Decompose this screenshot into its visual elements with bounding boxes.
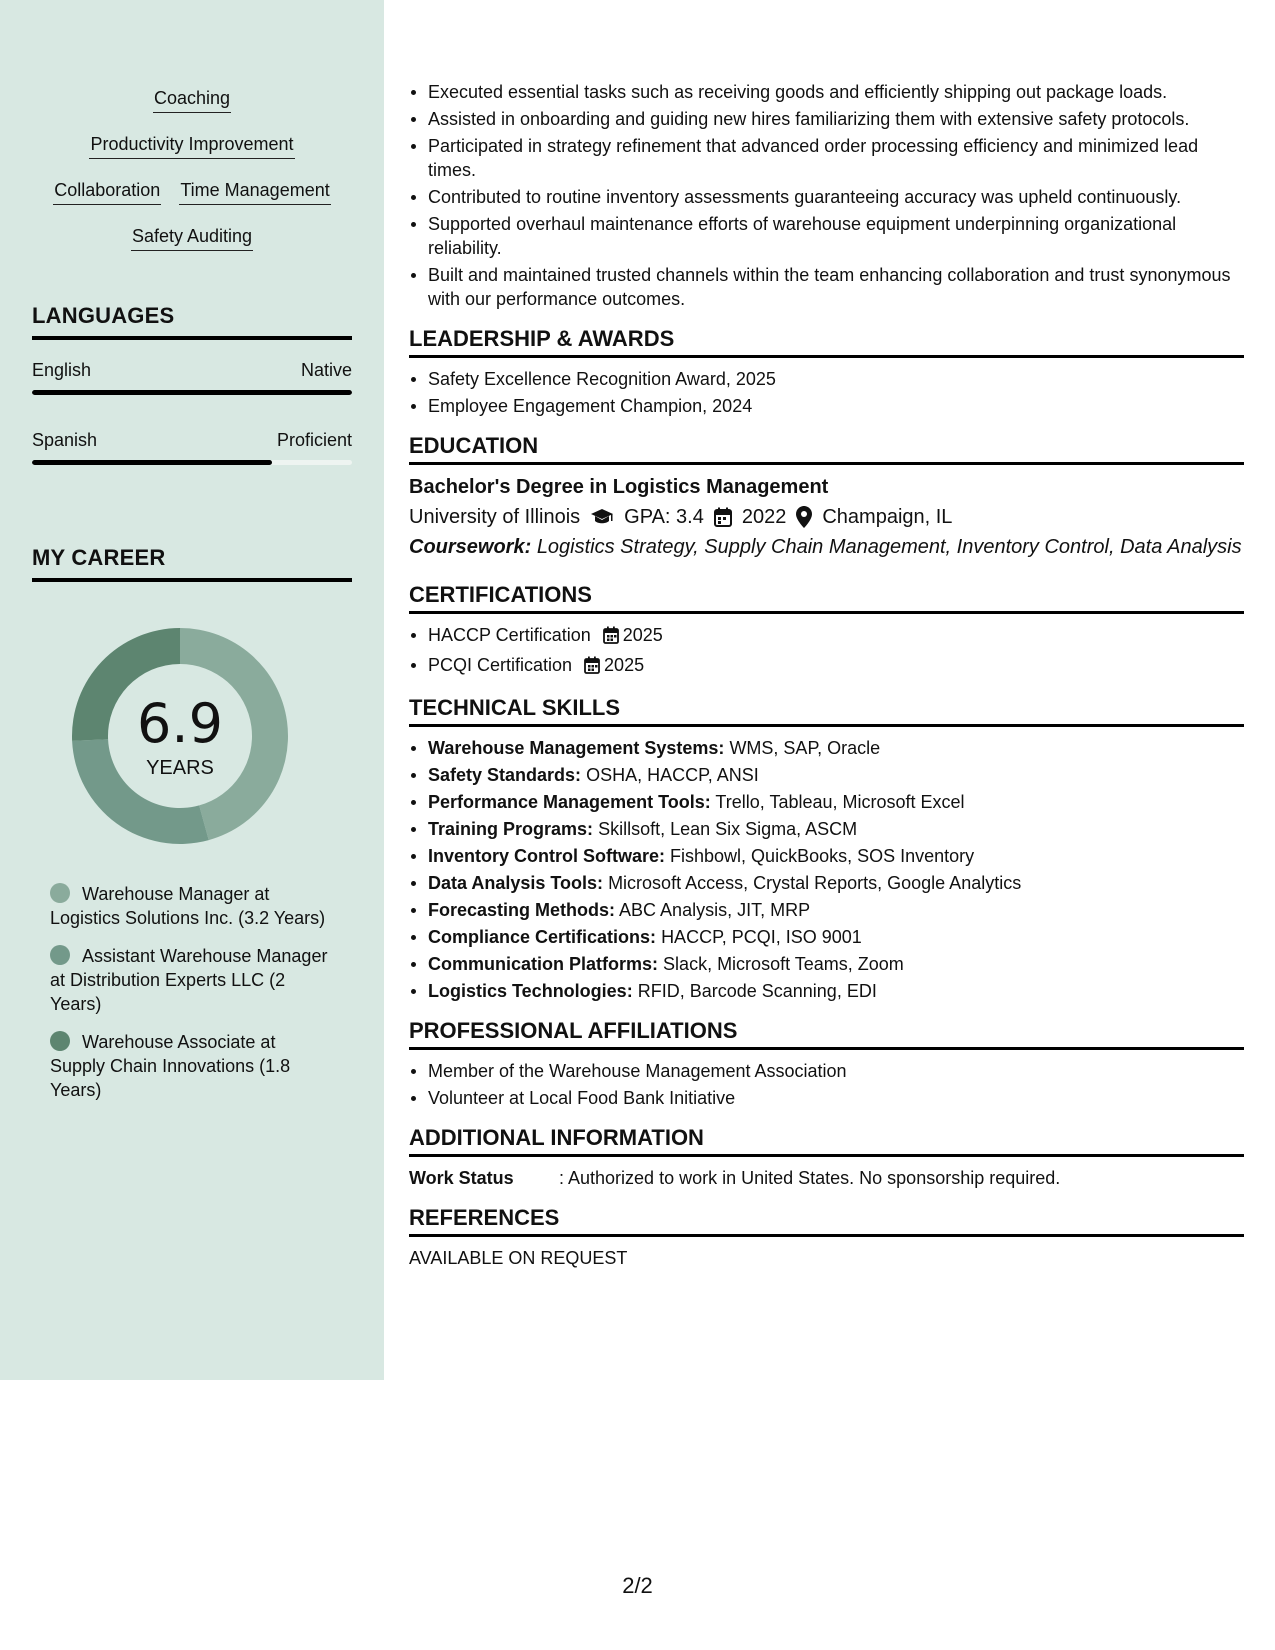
section-heading: EDUCATION xyxy=(409,432,1244,465)
career-legend xyxy=(50,882,330,1116)
technical-skill-item xyxy=(409,979,1244,1003)
section-heading: ADDITIONAL INFORMATION xyxy=(409,1124,1244,1157)
coursework-label: Coursework: xyxy=(409,536,532,558)
language-english xyxy=(32,358,352,395)
section-heading: LEADERSHIP & AWARDS xyxy=(409,325,1244,358)
skill-category: Performance Management Tools: xyxy=(428,792,711,812)
skill-values: Slack, Microsoft Teams, Zoom xyxy=(663,954,904,974)
calendar-icon xyxy=(603,626,619,650)
graduation-year: 2022 xyxy=(741,506,787,528)
affiliation-item: Volunteer at Local Food Bank Initiative xyxy=(409,1086,1244,1110)
career-item-text: Warehouse Manager at Logistics Solutions Inc. (3.2 Years) xyxy=(50,884,326,928)
references-text: AVAILABLE ON REQUEST xyxy=(409,1248,628,1268)
certification-year: 2025 xyxy=(622,625,663,645)
legend-dot xyxy=(50,945,70,965)
technical-skill-item xyxy=(409,817,1244,841)
skill-values: RFID, Barcode Scanning, EDI xyxy=(637,981,877,1001)
work-status-value: : Authorized to work in United States. No sponsorship required. xyxy=(559,1168,1061,1188)
references-section xyxy=(409,1204,1244,1270)
skill-tag: Collaboration xyxy=(53,178,161,205)
technical-skill-item xyxy=(409,844,1244,868)
career-item xyxy=(50,1030,330,1102)
technical-skill-item xyxy=(409,952,1244,976)
experience-bullet: Built and maintained trusted channels within the team enhancing collaboration and trust synonymous with our performance outcomes. xyxy=(409,263,1244,311)
language-bar-fill xyxy=(32,460,272,465)
skill-tag: Coaching xyxy=(153,86,231,113)
career-total-years: 6.9 xyxy=(137,692,223,755)
experience-bullet: Participated in strategy refinement that advanced order processing efficiency and minimized lead times. xyxy=(409,134,1244,182)
skill-category: Safety Standards: xyxy=(428,765,582,785)
award-item: Employee Engagement Champion, 2024 xyxy=(409,394,1244,418)
skill-values: Microsoft Access, Crystal Reports, Google Analytics xyxy=(608,873,1022,893)
technical-skill-item xyxy=(409,736,1244,760)
skills-row xyxy=(32,132,352,159)
language-spanish xyxy=(32,428,352,465)
certification-item xyxy=(409,623,1244,650)
language-level: Proficient xyxy=(276,430,352,450)
school-location: Champaign, IL xyxy=(822,506,953,528)
degree-title: Bachelor's Degree in Logistics Management xyxy=(409,476,829,498)
skill-values: ABC Analysis, JIT, MRP xyxy=(619,900,811,920)
coursework xyxy=(409,535,1244,559)
skill-category: Forecasting Methods: xyxy=(428,900,616,920)
main-content xyxy=(409,80,1244,1270)
sidebar xyxy=(0,0,384,1380)
language-bar-fill xyxy=(32,390,352,395)
language-name: Spanish xyxy=(32,430,98,450)
language-name: English xyxy=(32,360,92,380)
skill-category: Inventory Control Software: xyxy=(428,846,666,866)
technical-skills-section xyxy=(409,694,1244,1003)
skill-tag: Productivity Improvement xyxy=(89,132,294,159)
skills-row xyxy=(32,86,352,113)
skill-values: Skillsoft, Lean Six Sigma, ASCM xyxy=(598,819,858,839)
graduation-cap-icon xyxy=(590,508,614,526)
language-level: Native xyxy=(300,360,352,380)
technical-skill-item xyxy=(409,898,1244,922)
skill-category: Logistics Technologies: xyxy=(428,981,633,1001)
school-name: University of Illinois xyxy=(409,506,581,528)
career-years-label: YEARS xyxy=(146,757,214,779)
page-number: 2/2 xyxy=(622,1573,653,1598)
section-heading: PROFESSIONAL AFFILIATIONS xyxy=(409,1017,1244,1050)
technical-skill-item xyxy=(409,925,1244,949)
skill-values: Fishbowl, QuickBooks, SOS Inventory xyxy=(670,846,975,866)
languages-heading: LANGUAGES xyxy=(32,302,352,340)
experience-bullets xyxy=(409,80,1244,311)
technical-skill-item xyxy=(409,790,1244,814)
skills-row xyxy=(32,224,352,251)
experience-bullet: Executed essential tasks such as receiving goods and efficiently shipping out package loads. xyxy=(409,80,1244,104)
certification-name: PCQI Certification xyxy=(428,655,573,675)
skill-category: Warehouse Management Systems: xyxy=(428,738,725,758)
legend-dot xyxy=(50,1031,70,1051)
leadership-section xyxy=(409,325,1244,418)
career-heading: MY CAREER xyxy=(32,544,352,582)
skill-category: Compliance Certifications: xyxy=(428,927,657,947)
certifications-section xyxy=(409,581,1244,680)
career-item-text: Warehouse Associate at Supply Chain Innovations (1.8 Years) xyxy=(50,1032,291,1100)
certification-item xyxy=(409,653,1244,680)
work-status-label: Work Status xyxy=(409,1168,514,1188)
section-heading: CERTIFICATIONS xyxy=(409,581,1244,614)
skill-values: HACCP, PCQI, ISO 9001 xyxy=(661,927,862,947)
legend-dot xyxy=(50,883,70,903)
skill-category: Training Programs: xyxy=(428,819,594,839)
career-item xyxy=(50,944,330,1016)
career-item-text: Assistant Warehouse Manager at Distribution Experts LLC (2 Years) xyxy=(50,946,328,1014)
certification-year: 2025 xyxy=(604,655,645,675)
language-bar xyxy=(32,390,352,395)
skill-values: OSHA, HACCP, ANSI xyxy=(586,765,759,785)
experience-bullet: Assisted in onboarding and guiding new hires familiarizing them with extensive safety protocols. xyxy=(409,107,1244,131)
calendar-icon xyxy=(584,656,600,680)
career-donut-chart xyxy=(66,622,294,850)
language-bar xyxy=(32,460,352,465)
additional-info-section xyxy=(409,1124,1244,1190)
section-heading: REFERENCES xyxy=(409,1204,1244,1237)
skill-category: Communication Platforms: xyxy=(428,954,659,974)
skill-category: Data Analysis Tools: xyxy=(428,873,604,893)
skills-cloud xyxy=(32,86,352,270)
technical-skill-item xyxy=(409,871,1244,895)
experience-bullet: Contributed to routine inventory assessments guaranteeing accuracy was upheld continuously. xyxy=(409,185,1244,209)
affiliations-section xyxy=(409,1017,1244,1110)
skill-values: Trello, Tableau, Microsoft Excel xyxy=(715,792,965,812)
career-item xyxy=(50,882,330,930)
experience-bullet: Supported overhaul maintenance efforts of warehouse equipment underpinning organizational reliability. xyxy=(409,212,1244,260)
education-details xyxy=(409,504,1244,530)
calendar-icon xyxy=(714,507,732,527)
skills-row xyxy=(32,178,352,205)
education-section xyxy=(409,432,1244,559)
certification-name: HACCP Certification xyxy=(428,625,591,645)
skill-values: WMS, SAP, Oracle xyxy=(729,738,881,758)
skill-tag: Time Management xyxy=(179,178,330,205)
coursework-list: Logistics Strategy, Supply Chain Management, Inventory Control, Data Analysis xyxy=(536,536,1242,558)
affiliation-item: Member of the Warehouse Management Association xyxy=(409,1059,1244,1083)
section-heading: TECHNICAL SKILLS xyxy=(409,694,1244,727)
skill-tag: Safety Auditing xyxy=(131,224,253,251)
award-item: Safety Excellence Recognition Award, 2025 xyxy=(409,367,1244,391)
work-status-row xyxy=(409,1166,1244,1190)
gpa: GPA: 3.4 xyxy=(624,506,704,528)
technical-skill-item xyxy=(409,763,1244,787)
map-pin-icon xyxy=(796,506,812,528)
